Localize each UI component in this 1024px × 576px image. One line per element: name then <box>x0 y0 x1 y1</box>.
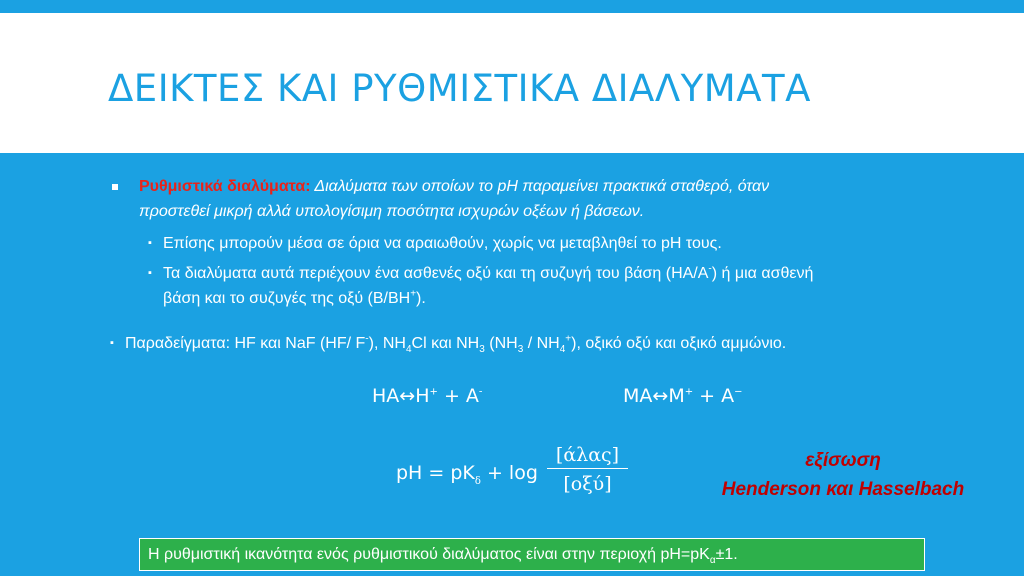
sub-bullet-2-line-2: βάση και το συζυγές της οξύ (B/BH+). <box>163 288 426 307</box>
slide-content <box>0 153 1024 576</box>
equation-caption: εξίσωση <box>805 450 881 471</box>
bullet-1-line-1: Ρυθμιστικά διαλύματα: Διαλύματα των οποίων το pH παραμείνει πρακτικά σταθερό, όταν <box>139 178 770 195</box>
slide-title: ΔΕΙΚΤΕΣ ΚΑΙ ΡΥΘΜΙΣΤΙΚΑ ΔΙΑΛΥΜΑΤΑ <box>108 67 811 110</box>
bullet-icon: ▪ <box>110 337 114 349</box>
title-bar <box>0 0 1024 153</box>
equation-ma-dissociation: MA↔M+ + A− <box>623 385 743 407</box>
sub-bullet-2-line-1: Τα διαλύματα αυτά περιέχουν ένα ασθενές οξύ και τη συζυγή του βάση (HA/A-) ή μια ασθενή <box>163 263 814 282</box>
buffer-definition: Διαλύματα των οποίων το pH παραμείνει πρακτικά σταθερό, όταν <box>310 178 770 195</box>
equilibrium-arrow-icon: ↔ <box>399 385 416 407</box>
henderson-fraction <box>545 444 630 495</box>
sub-bullet-1: Επίσης μπορούν μέσα σε όρια να αραιωθούν, χωρίς να μεταβληθεί το pH τους. <box>163 235 722 252</box>
equation-ha-equilibrium: HA↔H+ + A- <box>372 385 483 407</box>
equilibrium-arrow-icon: ↔ <box>652 385 669 407</box>
fraction-numerator: [άλας] <box>555 444 620 466</box>
henderson-equation-lhs: pH = $pK_\delta + \log$ <box>396 462 538 487</box>
sub-bullet-icon: ▪ <box>148 267 152 279</box>
bullet-1-line-2: προστεθεί μικρή αλλά υπολογίσιμη ποσότητα ισχυρών οξέων ή βάσεων. <box>139 203 645 220</box>
equation-name: Henderson και Hasselbach <box>721 479 965 500</box>
fraction-denominator: [οξύ] <box>563 473 612 495</box>
examples-bullet: Παραδείγματα: HF και NaF (HF/ F-), $NH_4Cl$ και $NH_3$ $(NH_3 / NH_4^+)$, οξικό οξύ και οξικό αμμώνιο. <box>125 333 787 356</box>
buffer-term: Ρυθμιστικά διαλύματα <box>139 178 306 195</box>
sub-bullet-icon: ▪ <box>148 237 152 249</box>
square-bullet-icon <box>112 184 118 190</box>
buffer-capacity-note: Η ρυθμιστική ικανότητα ενός ρυθμιστικού διαλύματος είναι στην περιοχή $pH=pK_\alpha\pm 1$. <box>139 538 925 571</box>
